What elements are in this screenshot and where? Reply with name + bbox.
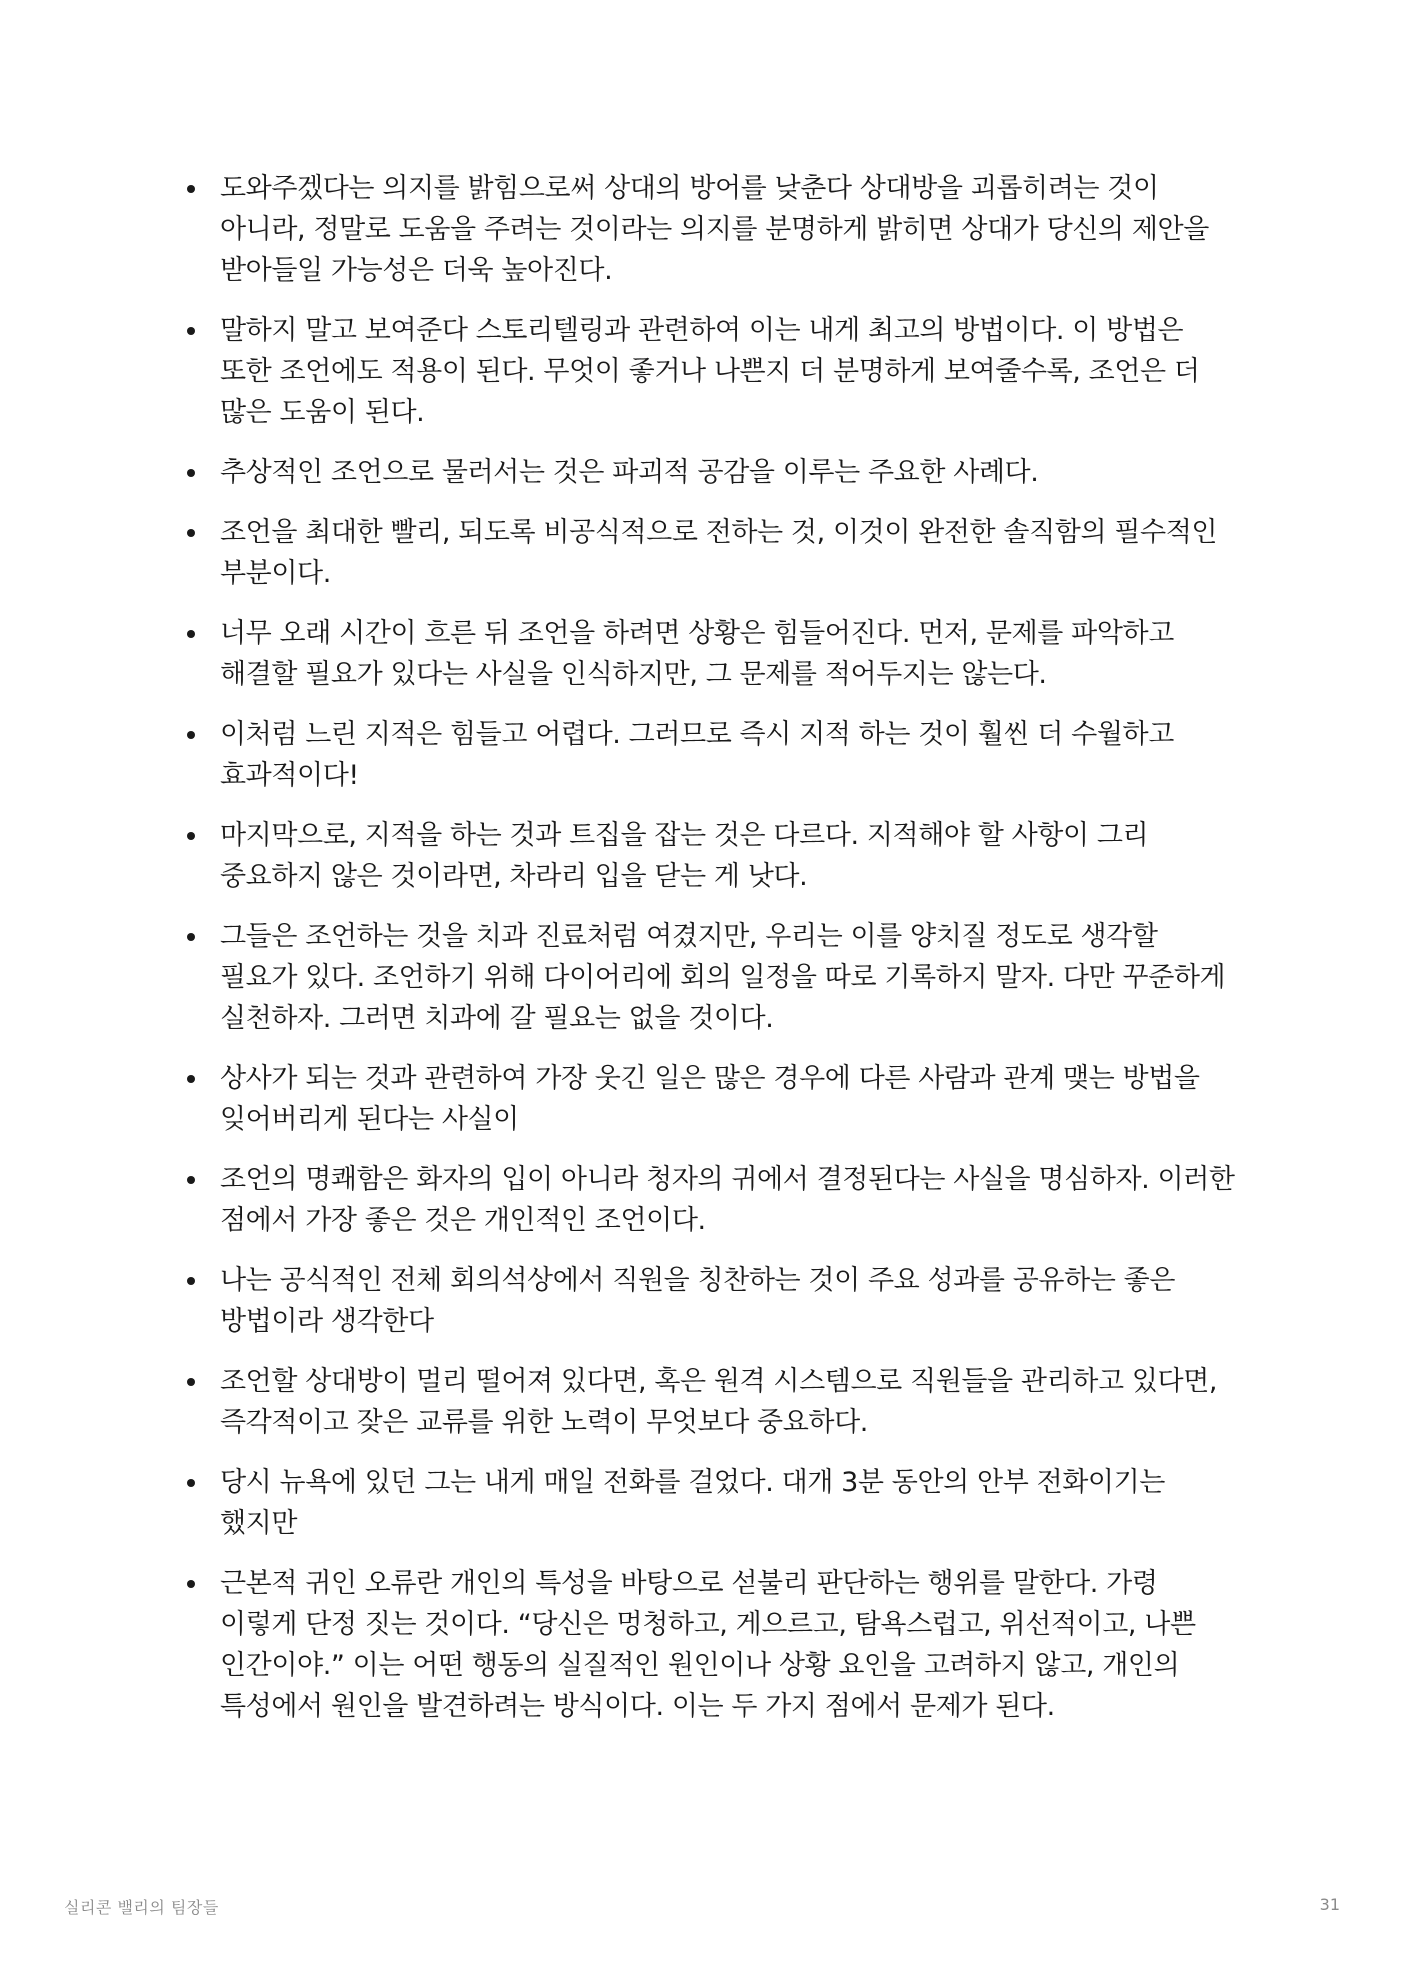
bullet-dot [187,1277,195,1285]
list-item [180,512,1240,594]
page-number: 31 [1319,1895,1340,1914]
list-item [180,815,1240,897]
list-item-text: 그들은 조언하는 것을 치과 진료처럼 여겼지만, 우리는 이를 양치질 정도로 생각할 필요가 있다. 조언하기 위해 다이어리에 회의 일정을 따로 기록하지 말자. 다만 꾸준하게 실천하자. 그러면 치과에 갈 필요는 없을 것이다. [220,921,1226,1034]
bullet-dot [187,1580,195,1588]
bullet-dot [187,469,195,477]
list-item [180,1361,1240,1443]
list-item [180,1159,1240,1241]
list-item-text: 이처럼 느린 지적은 힘들고 어렵다. 그러므로 즉시 지적 하는 것이 훨씬 더 수월하고 효과적이다! [220,719,1174,791]
list-item [180,916,1240,1039]
list-item [180,714,1240,796]
bullet-dot [187,185,195,193]
list-item-text: 추상적인 조언으로 물러서는 것은 파괴적 공감을 이루는 주요한 사례다. [220,457,1039,488]
list-item-text: 말하지 말고 보여준다 스토리텔링과 관련하여 이는 내게 최고의 방법이다. 이 방법은 또한 조언에도 적용이 된다. 무엇이 좋거나 나쁜지 더 분명하게 보여줄수록, 조언은 더 많은 도움이 된다. [220,315,1200,428]
list-item-text: 너무 오래 시간이 흐른 뒤 조언을 하려면 상황은 힘들어진다. 먼저, 문제를 파악하고 해결할 필요가 있다는 사실을 인식하지만, 그 문제를 적어두지는 않는다. [220,618,1174,690]
list-item [180,168,1240,291]
list-item [180,1260,1240,1342]
list-item [180,1563,1240,1727]
list-item-text: 당시 뉴욕에 있던 그는 내게 매일 전화를 걸었다. 대개 3분 동안의 안부 전화이기는 했지만 [220,1467,1165,1539]
bullet-dot [187,933,195,941]
list-item [180,310,1240,433]
list-item [180,613,1240,695]
list-item [180,1058,1240,1140]
bullet-dot [187,1479,195,1487]
list-item-text: 상사가 되는 것과 관련하여 가장 웃긴 일은 많은 경우에 다른 사람과 관계 맺는 방법을 잊어버리게 된다는 사실이 [220,1063,1200,1135]
bullet-dot [187,529,195,537]
list-item [180,452,1240,493]
bullet-dot [187,1176,195,1184]
list-item-text: 조언할 상대방이 멀리 떨어져 있다면, 혹은 원격 시스템으로 직원들을 관리하고 있다면, 즉각적이고 잦은 교류를 위한 노력이 무엇보다 중요하다. [220,1366,1218,1438]
list-item-text: 나는 공식적인 전체 회의석상에서 직원을 칭찬하는 것이 주요 성과를 공유하는 좋은 방법이라 생각한다 [220,1265,1176,1337]
bullet-dot [187,731,195,739]
footer-book-title: 실리콘 밸리의 팀장들 [64,1898,219,1917]
list-item-text: 조언의 명쾌함은 화자의 입이 아니라 청자의 귀에서 결정된다는 사실을 명심하자. 이러한 점에서 가장 좋은 것은 개인적인 조언이다. [220,1164,1235,1236]
bullet-dot [187,327,195,335]
bullet-dot [187,630,195,638]
list-item [180,1462,1240,1544]
list-item-text: 근본적 귀인 오류란 개인의 특성을 바탕으로 섣불리 판단하는 행위를 말한다. 가령 이렇게 단정 짓는 것이다. “당신은 멍청하고, 게으르고, 탐욕스럽고, 위선적이고, 나쁜 인간이야.” 이는 어떤 행동의 실질적인 원인이나 상황 요인을 고려하지 않고, 개인의 특성에서 원인을 발견하려는 방식이다. 이는 두 가지 점에서 문제가 된다. [220,1568,1196,1722]
list-item-text: 조언을 최대한 빨리, 되도록 비공식적으로 전하는 것, 이것이 완전한 솔직함의 필수적인 부분이다. [220,517,1218,589]
bullet-list [180,168,1240,1727]
bullet-dot [187,1378,195,1386]
bullet-dot [187,832,195,840]
list-item-text: 도와주겠다는 의지를 밝힘으로써 상대의 방어를 낮춘다 상대방을 괴롭히려는 것이 아니라, 정말로 도움을 주려는 것이라는 의지를 분명하게 밝히면 상대가 당신의 제안을 받아들일 가능성은 더욱 높아진다. [220,173,1209,286]
page-body [180,168,1240,1746]
bullet-dot [187,1075,195,1083]
list-item-text: 마지막으로, 지적을 하는 것과 트집을 잡는 것은 다르다. 지적해야 할 사항이 그리 중요하지 않은 것이라면, 차라리 입을 닫는 게 낫다. [220,820,1149,892]
